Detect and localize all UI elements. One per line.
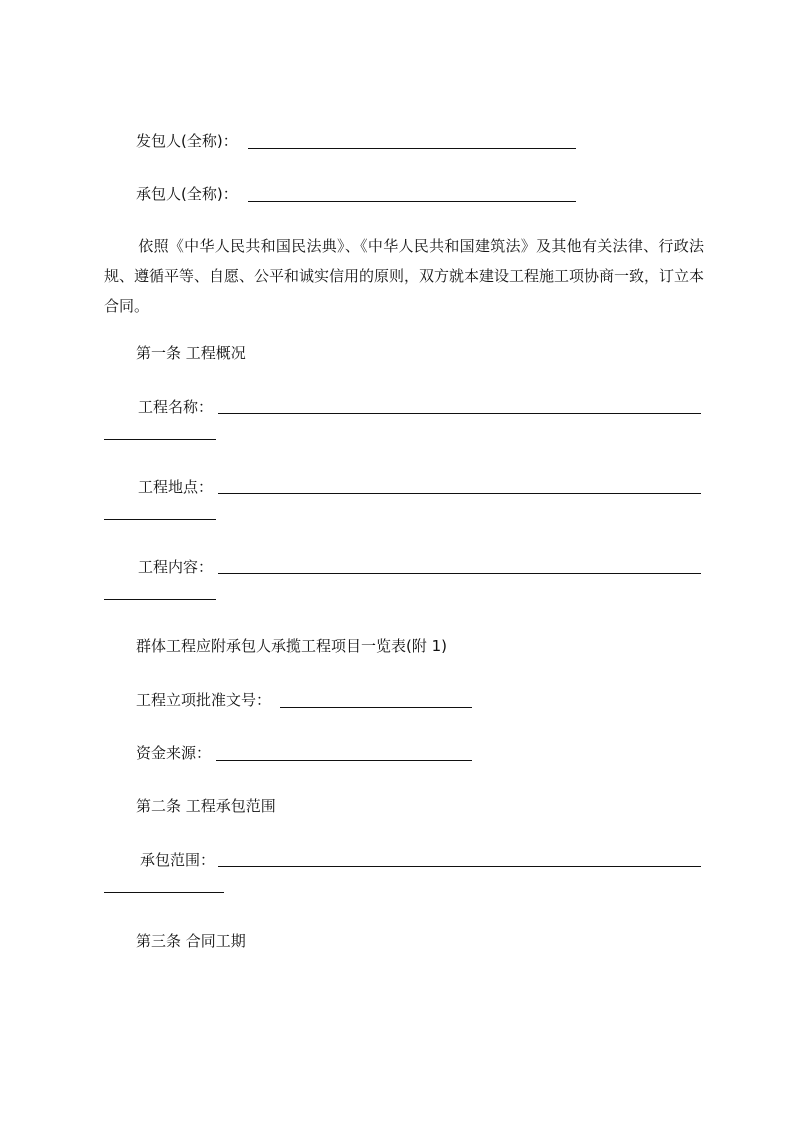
project-content-blank-continued[interactable] [104,599,216,600]
approval-number-label: 工程立项批准文号： [136,691,272,709]
funding-source-label: 资金来源： [136,744,212,762]
project-name-label: 工程名称： [138,398,214,416]
project-content-blank[interactable] [218,573,701,574]
group-project-note: 群体工程应附承包人承揽工程项目一览表(附 1) [136,637,448,655]
article-3-heading: 第三条 合同工期 [136,932,246,950]
project-name-blank-continued[interactable] [104,439,216,440]
funding-source-blank[interactable] [216,760,472,761]
approval-number-blank[interactable] [280,707,472,708]
project-location-blank[interactable] [218,493,701,494]
scope-blank-continued[interactable] [104,892,224,893]
scope-blank[interactable] [218,866,701,867]
contractor-name-blank[interactable] [248,201,576,202]
preamble-text: 依照《中华人民共和国民法典》、《中华人民共和国建筑法》及其他有关法律、行政法规、遵循平等、自愿、公平和诚实信用的原则，双方就本建设工程施工项协商一致，订立本合同。 [104,237,705,315]
article-1-heading: 第一条 工程概况 [136,344,246,362]
project-content-label: 工程内容： [138,558,214,576]
preamble-paragraph [104,231,704,321]
article-2-heading: 第二条 工程承包范围 [136,797,276,815]
employer-label: 发包人(全称)： [136,132,238,150]
employer-name-blank[interactable] [248,148,576,149]
scope-label: 承包范围： [140,851,216,869]
project-location-label: 工程地点： [138,478,214,496]
project-location-blank-continued[interactable] [104,519,216,520]
project-name-blank[interactable] [218,413,701,414]
contractor-label: 承包人(全称)： [136,185,238,203]
